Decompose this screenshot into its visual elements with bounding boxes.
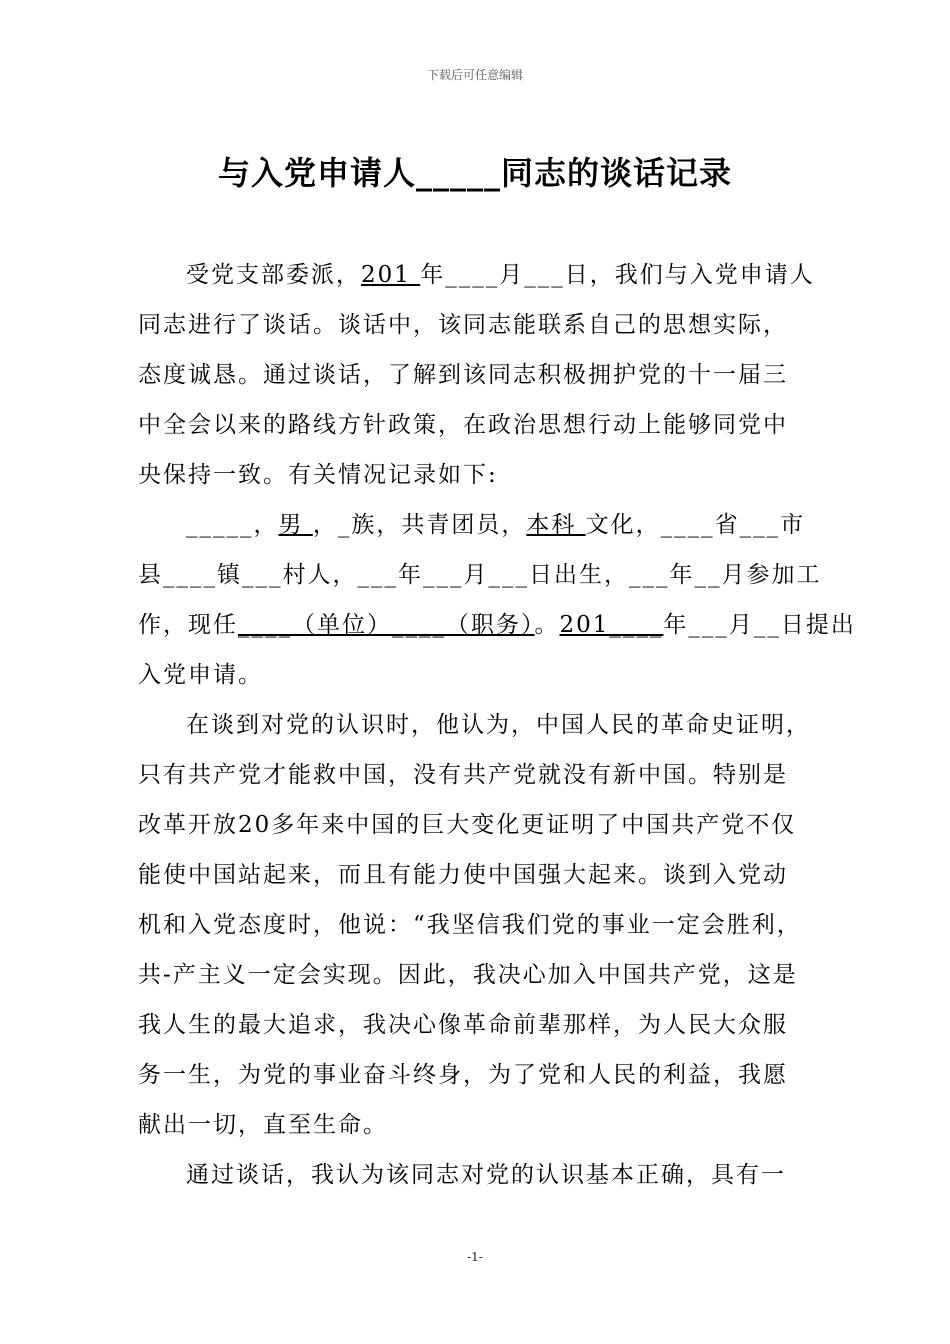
text: _____， (186, 512, 279, 538)
text: ，_族，共青团员， (312, 512, 527, 538)
paragraph-1-line-5: 央保持一致。有关情况记录如下: (138, 462, 498, 488)
document-title: 与入党申请人_____同志的谈话记录 (217, 154, 732, 192)
position-field: ____（职务） (392, 612, 535, 638)
paragraph-2-line-2: 县____镇___村人，___年___月___日出生，___年__月参加工 (138, 562, 822, 588)
document-body (138, 250, 856, 1200)
paragraph-3-line-7: 我人生的最大追求，我决心像革命前辈那样，为人民大众服 (138, 1012, 788, 1038)
paragraph-2-line-4: 入党申请。 (138, 662, 263, 688)
text: 年____月___日，我们与入党申请人 (420, 262, 815, 288)
gender-field: 男 (278, 512, 313, 538)
education-field: 本科 (526, 512, 586, 538)
paragraph-3-line-6: 共-产主义一定会实现。因此，我决心加入中国共产党，这是 (138, 962, 798, 988)
text: 。 (534, 612, 560, 638)
paragraph-1-line-1 (138, 250, 818, 300)
paragraph-3-line-8: 务一生，为党的事业奋斗终身，为了党和人民的利益，我愿 (138, 1062, 788, 1088)
paragraph-3-line-5: 机和入党态度时，他说：“我坚信我们党的事业一定会胜利， (138, 912, 802, 938)
paragraph-1-line-4: 中全会以来的路线方针政策，在政治思想行动上能够同党中 (138, 412, 788, 438)
paragraph-2-line-1 (138, 500, 818, 550)
header-note: 下载后可任意编辑 (426, 68, 523, 82)
text: 作，现任 (138, 612, 238, 638)
paragraph-4-line-1: 通过谈话，我认为该同志对党的认识基本正确，具有一 (186, 1162, 786, 1188)
page-number: -1- (467, 1250, 483, 1264)
text: 年___月__日提出 (663, 612, 856, 638)
unit-field: ____（单位） (238, 612, 392, 638)
paragraph-3-line-2: 只有共产党才能救中国，没有共产党就没有新中国。特别是 (138, 762, 788, 788)
paragraph-1-line-2: 同志进行了谈话。谈话中，该同志能联系自己的思想实际， (138, 312, 788, 338)
text: 文化，____省___市 (585, 512, 806, 538)
year-field: 201____ (559, 612, 664, 638)
paragraph-3-line-9: 献出一切，直至生命。 (138, 1112, 388, 1138)
paragraph-3-line-4: 能使中国站起来，而且有能力使中国强大起来。谈到入党动 (138, 862, 788, 888)
paragraph-2-line-3 (138, 600, 856, 650)
paragraph-3-line-3: 改革开放20多年来中国的巨大变化更证明了中国共产党不仅 (138, 812, 797, 838)
paragraph-3-line-1: 在谈到对党的认识时，他认为，中国人民的革命史证明， (186, 712, 811, 738)
text: 受党支部委派， (186, 262, 361, 288)
year-field: 201 (361, 262, 421, 288)
paragraph-1-line-3: 态度诚恳。通过谈话，了解到该同志积极拥护党的十一届三 (138, 362, 788, 388)
